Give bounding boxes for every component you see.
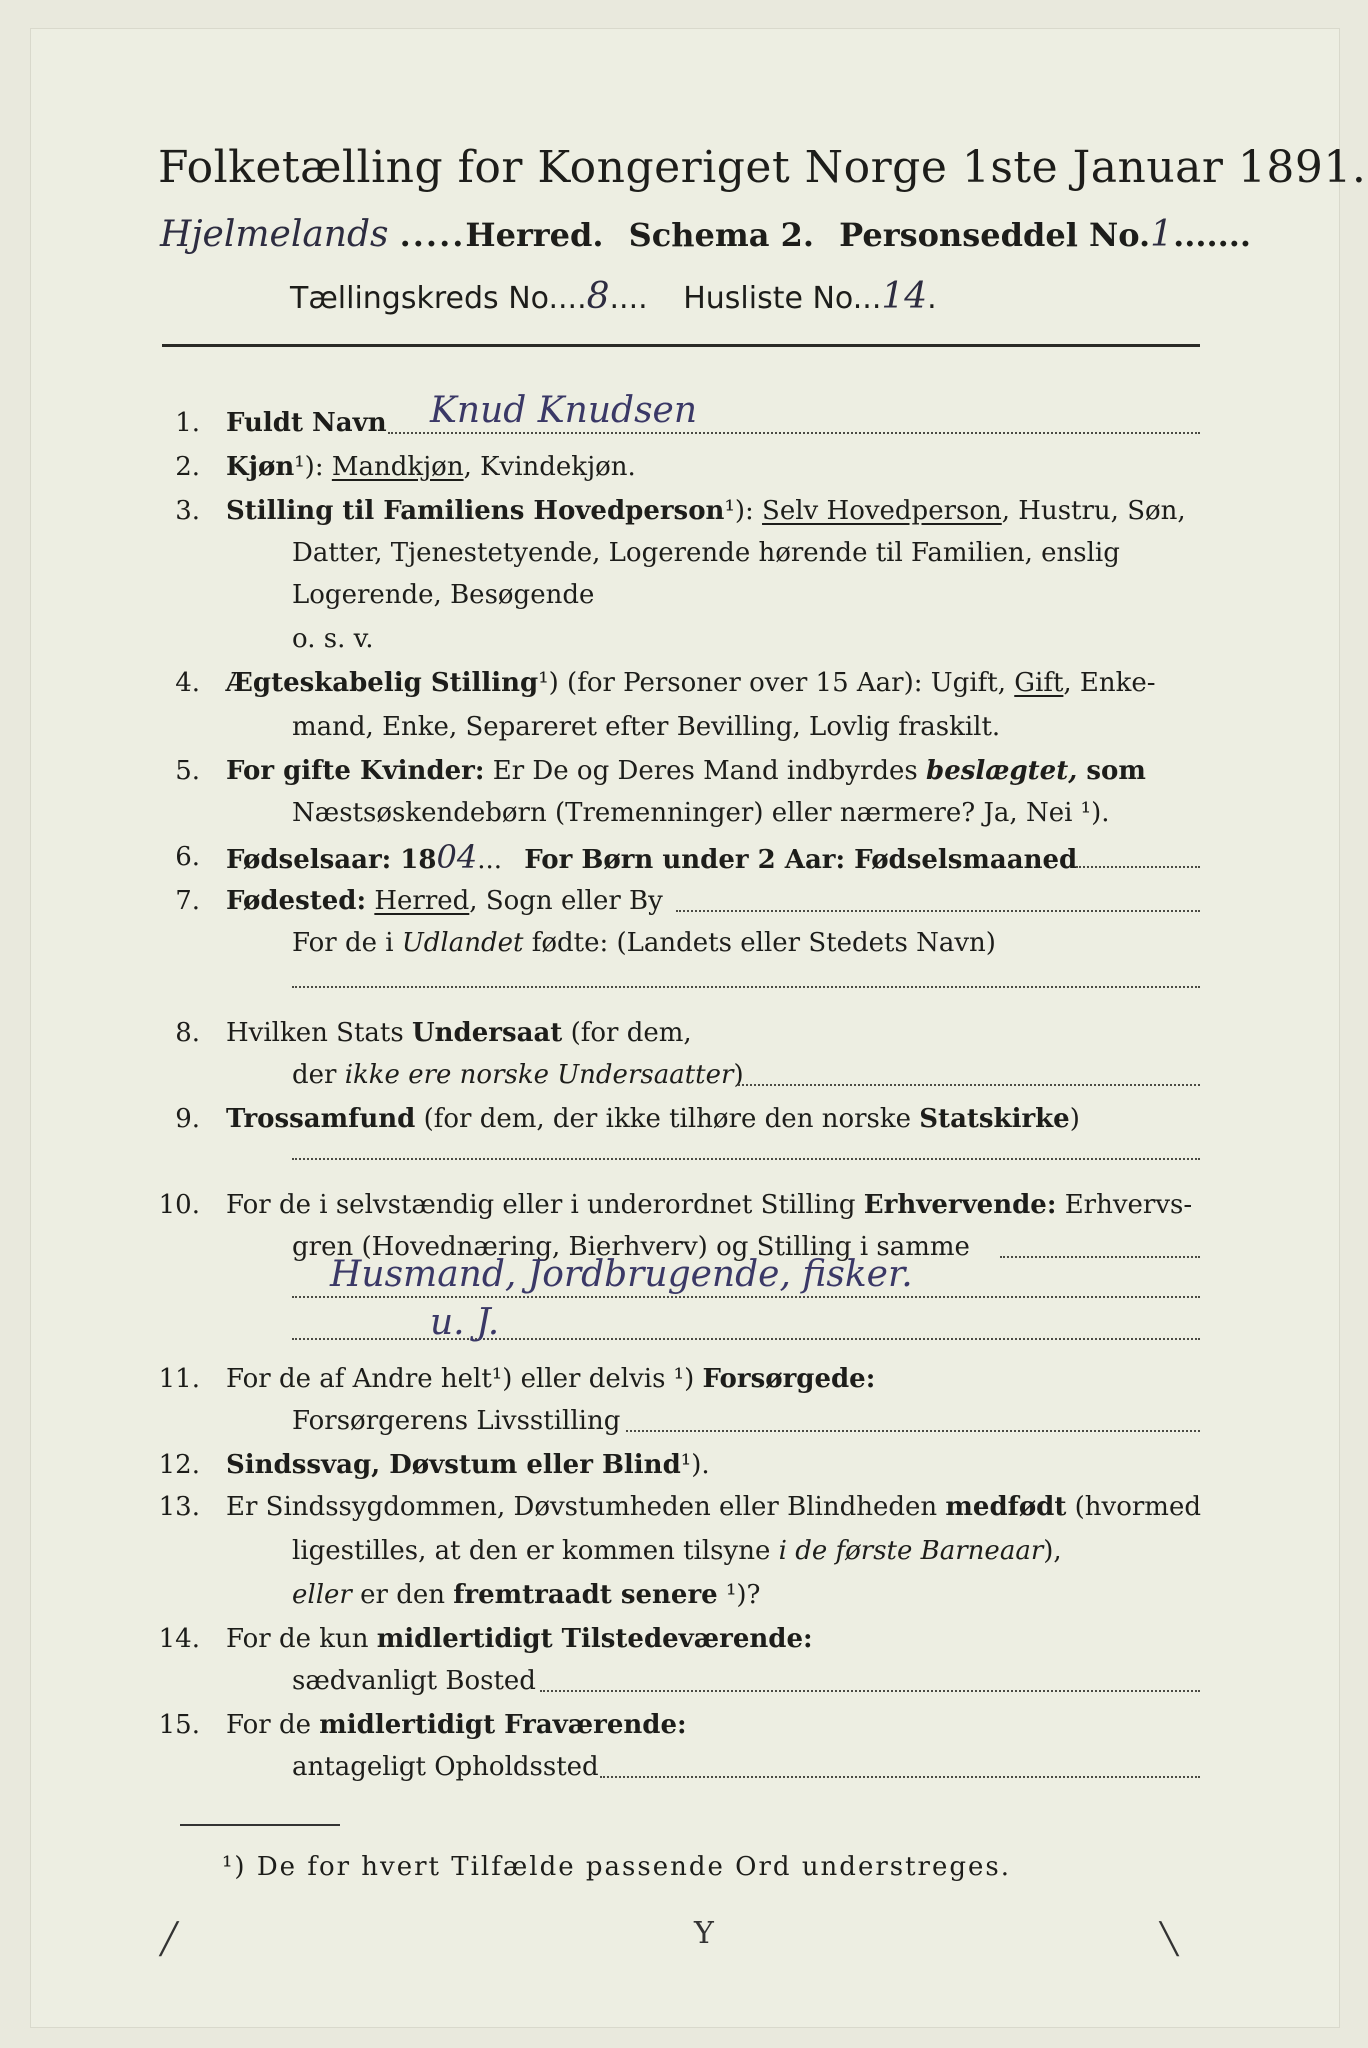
question-13-line-3c: fremtraadt senere bbox=[453, 1580, 718, 1610]
question-8 bbox=[226, 1018, 692, 1048]
question-4-note: ¹) bbox=[538, 668, 559, 698]
answer-line-7 bbox=[676, 910, 1200, 912]
question-8-line-2 bbox=[292, 1060, 744, 1090]
answer-10-occupation: Husmand, Jordbrugende, fisker. bbox=[330, 1254, 913, 1295]
question-7-foreign-a: For de i bbox=[292, 928, 402, 958]
form-title: Folketælling for Kongeriget Norge 1ste Januar 1891. bbox=[158, 142, 1367, 193]
item-number-6: 6. bbox=[175, 842, 200, 872]
item-number-11: 11. bbox=[158, 1364, 200, 1394]
question-4-label: Ægteskabelig Stilling bbox=[226, 668, 539, 698]
question-2-selected: Mandkjøn bbox=[331, 452, 464, 482]
question-7-label: Fødested: bbox=[226, 886, 367, 916]
answer-1-name: Knud Knudsen bbox=[430, 390, 698, 431]
question-15 bbox=[226, 1710, 687, 1740]
personseddel-label: Personseddel No. bbox=[839, 216, 1151, 254]
question-8-text: Hvilken Stats bbox=[226, 1018, 412, 1048]
answer-line-14 bbox=[540, 1690, 1200, 1692]
question-15-text: For de bbox=[226, 1710, 320, 1740]
question-6: Fødselsaar: 1804... For Børn under 2 Aar: Fødselsmaaned bbox=[226, 838, 1078, 876]
question-7 bbox=[226, 886, 663, 916]
question-3-options: , Hustru, Søn, bbox=[1001, 496, 1186, 526]
answer-line-15 bbox=[600, 1776, 1200, 1778]
question-10 bbox=[226, 1190, 1192, 1220]
question-3-line-4: o. s. v. bbox=[292, 624, 374, 654]
herred-value: Hjelmelands bbox=[160, 214, 389, 255]
question-9-label: Trossamfund bbox=[226, 1104, 416, 1134]
question-6-label: Fødselsaar: 18 bbox=[226, 845, 437, 875]
item-number-10: 10. bbox=[158, 1190, 200, 1220]
question-15-line-2: antageligt Opholdssted bbox=[292, 1752, 599, 1782]
question-10-label: Erhvervende: bbox=[863, 1190, 1057, 1220]
center-mark: Y bbox=[694, 1916, 714, 1951]
item-number-4: 4. bbox=[175, 668, 200, 698]
question-7-foreign-b: Udlandet bbox=[401, 928, 524, 958]
question-3-selected: Selv Hovedperson bbox=[762, 496, 1002, 526]
question-14-label: midlertidigt Tilstedeværende: bbox=[376, 1624, 813, 1654]
question-4 bbox=[226, 668, 1156, 698]
question-4-options-a: (for Personer over 15 Aar): Ugift, bbox=[558, 668, 1015, 698]
husliste-value: 14 bbox=[881, 276, 928, 317]
question-11-text: For de af Andre helt bbox=[226, 1364, 492, 1394]
item-number-1: 1. bbox=[175, 408, 200, 438]
question-13-line-3 bbox=[292, 1580, 760, 1610]
question-13-label: medfødt bbox=[945, 1492, 1067, 1522]
question-15-label: midlertidigt Fraværende: bbox=[319, 1710, 687, 1740]
question-8-label: Undersaat bbox=[411, 1018, 563, 1048]
question-4-options-b: , Enke- bbox=[1063, 668, 1156, 698]
question-1-label: Fuldt Navn bbox=[226, 408, 387, 438]
question-13-line-3d: ¹)? bbox=[717, 1580, 761, 1610]
item-number-9: 9. bbox=[175, 1104, 200, 1134]
answer-line-10b bbox=[292, 1296, 1200, 1298]
question-13-line-2a: ligestilles, at den er kommen tilsyne bbox=[292, 1536, 779, 1566]
question-11-note: ¹) eller delvis ¹) bbox=[491, 1364, 703, 1394]
question-13-line-3b: er den bbox=[351, 1580, 454, 1610]
answer-line-8 bbox=[738, 1084, 1200, 1086]
question-14-line-2: sædvanligt Bosted bbox=[292, 1666, 536, 1696]
question-13 bbox=[226, 1492, 1201, 1522]
item-number-7: 7. bbox=[175, 886, 200, 916]
question-5-emphasis: beslægtet, bbox=[926, 756, 1078, 786]
corner-mark-right: ╲ bbox=[1160, 1922, 1179, 1957]
answer-line-7b bbox=[292, 986, 1200, 988]
answer-line-10c bbox=[292, 1338, 1200, 1340]
question-3-note: ¹): bbox=[724, 496, 754, 526]
item-number-2: 2. bbox=[175, 452, 200, 482]
question-13-line-2 bbox=[292, 1536, 1062, 1566]
question-12-note: ¹). bbox=[680, 1450, 710, 1480]
question-4-selected: Gift bbox=[1014, 668, 1064, 698]
item-number-8: 8. bbox=[175, 1018, 200, 1048]
schema-label: Schema 2. bbox=[628, 216, 815, 254]
question-10-text-end: Erhvervs- bbox=[1056, 1190, 1193, 1220]
item-number-3: 3. bbox=[175, 496, 200, 526]
question-6-month-label: For Børn under 2 Aar: Fødselsmaaned bbox=[524, 845, 1078, 875]
herred-label: Herred. bbox=[465, 216, 604, 254]
kreds-row: Tællingskreds No....8.... Husliste No...14. bbox=[290, 276, 937, 317]
question-14 bbox=[226, 1624, 813, 1654]
corner-mark-left: ╱ bbox=[160, 1922, 179, 1957]
question-2-note: ¹): bbox=[294, 452, 324, 482]
question-4-line-2: mand, Enke, Separeret efter Bevilling, Lovlig fraskilt. bbox=[292, 712, 1001, 742]
question-7-selected: Herred bbox=[374, 886, 470, 916]
footnote: ¹) De for hvert Tilfælde passende Ord understreges. bbox=[222, 1852, 1012, 1882]
header-rule bbox=[162, 344, 1200, 347]
question-11 bbox=[226, 1364, 875, 1394]
question-2 bbox=[226, 452, 636, 482]
question-13-line-3a: eller bbox=[292, 1580, 352, 1610]
question-5 bbox=[226, 756, 1146, 786]
question-7-options: , Sogn eller By bbox=[469, 886, 663, 916]
question-9-emphasis: Statskirke bbox=[919, 1104, 1070, 1134]
item-number-14: 14. bbox=[158, 1624, 200, 1654]
question-5-line-2: Næstsøskendebørn (Tremenninger) eller nærmere? Ja, Nei ¹). bbox=[292, 798, 1110, 828]
question-8-line-2a: der bbox=[292, 1060, 345, 1090]
question-14-text: For de kun bbox=[226, 1624, 377, 1654]
question-5-text-end: som bbox=[1077, 756, 1146, 786]
question-3-line-3: Logerende, Besøgende bbox=[292, 580, 595, 610]
question-11-label: Forsørgede: bbox=[702, 1364, 876, 1394]
answer-10-note: u. J. bbox=[430, 1302, 500, 1343]
question-8-line-2c: ) bbox=[733, 1060, 744, 1090]
answer-line-11 bbox=[626, 1430, 1200, 1432]
item-number-5: 5. bbox=[175, 756, 200, 786]
answer-line-9 bbox=[292, 1158, 1200, 1160]
question-13-line-2b: i de første Barneaar bbox=[778, 1536, 1044, 1566]
question-9-text: (for dem, der ikke tilhøre den norske bbox=[415, 1104, 920, 1134]
question-5-label: For gifte Kvinder: bbox=[226, 756, 485, 786]
question-3 bbox=[226, 496, 1186, 526]
question-13-text-end: (hvormed bbox=[1066, 1492, 1201, 1522]
item-number-13: 13. bbox=[158, 1492, 200, 1522]
kreds-value: 8 bbox=[586, 276, 610, 317]
question-5-text: Er De og Deres Mand indbyrdes bbox=[484, 756, 927, 786]
item-number-15: 15. bbox=[158, 1710, 200, 1740]
question-13-line-2c: ), bbox=[1043, 1536, 1062, 1566]
question-10-line-2: gren (Hovednæring, Bierhverv) og Stilling i samme bbox=[292, 1232, 970, 1262]
answer-line-6 bbox=[1076, 866, 1200, 868]
kreds-label: Tællingskreds No. bbox=[290, 281, 558, 316]
question-2-options: , Kvindekjøn. bbox=[463, 452, 636, 482]
question-12 bbox=[226, 1450, 710, 1480]
question-3-line-2: Datter, Tjenestetyende, Logerende hørende til Familien, enslig bbox=[292, 538, 1120, 568]
answer-6-birthyear: 04 bbox=[436, 838, 478, 876]
question-8-line-2b: ikke ere norske Undersaatter bbox=[344, 1060, 734, 1090]
item-number-12: 12. bbox=[158, 1450, 200, 1480]
question-7-foreign-c: fødte: (Landets eller Stedets Navn) bbox=[523, 928, 996, 958]
question-7-line-2 bbox=[292, 928, 996, 958]
question-3-label: Stilling til Familiens Hovedperson bbox=[226, 496, 725, 526]
question-8-text-end: (for dem, bbox=[562, 1018, 692, 1048]
footnote-rule bbox=[180, 1824, 340, 1826]
question-9: Trossamfund (for dem, der ikke tilhøre den norske Statskirke) bbox=[226, 1104, 1080, 1134]
herred-row: Hjelmelands .....Herred. Schema 2. Personseddel No.1....... bbox=[160, 214, 1252, 255]
answer-line-10a bbox=[1000, 1256, 1200, 1258]
question-10-text: For de i selvstændig eller i underordnet Stilling bbox=[226, 1190, 864, 1220]
personseddel-value: 1 bbox=[1150, 214, 1174, 255]
question-13-text: Er Sindssygdommen, Døvstumheden eller Blindheden bbox=[226, 1492, 946, 1522]
question-2-label: Kjøn bbox=[226, 452, 295, 482]
question-11-line-2: Forsørgerens Livsstilling bbox=[292, 1406, 621, 1436]
answer-line-1 bbox=[388, 432, 1200, 434]
husliste-label: Husliste No. bbox=[683, 281, 863, 316]
question-12-label: Sindssvag, Døvstum eller Blind bbox=[226, 1450, 681, 1480]
